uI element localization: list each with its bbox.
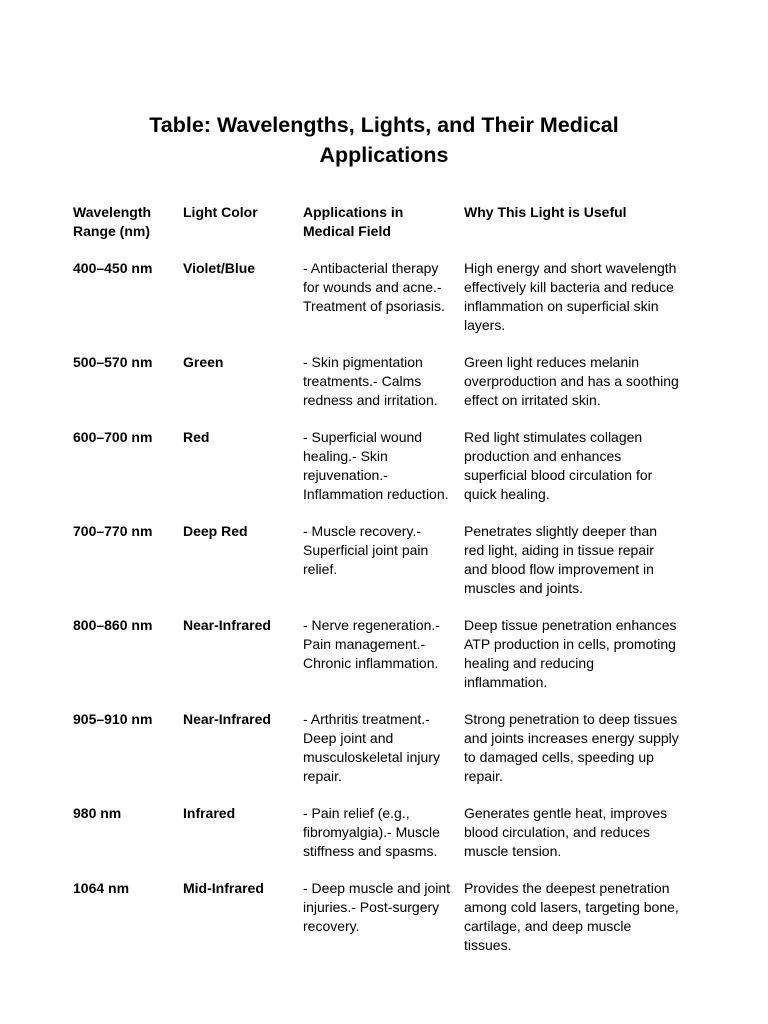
cell-wavelength: 800–860 nm: [73, 617, 153, 633]
table-header-row: [67, 197, 687, 253]
cell-applications: - Pain relief (e.g., fibromyalgia).- Muscle stiffness and spasms.: [303, 805, 440, 859]
header-why-useful: Why This Light is Useful: [464, 204, 627, 220]
cell-light-color: Red: [183, 429, 210, 445]
cell-light-color: Deep Red: [183, 523, 248, 539]
cell-wavelength: 500–570 nm: [73, 354, 153, 370]
cell-applications: - Antibacterial therapy for wounds and acne.- Treatment of psoriasis.: [303, 260, 445, 314]
cell-wavelength: 700–770 nm: [73, 523, 153, 539]
cell-why-useful: Penetrates slightly deeper than red light, aiding in tissue repair and blood flow improvement in muscles and joints.: [464, 523, 658, 596]
cell-applications: - Nerve regeneration.- Pain management.- Chronic inflammation.: [303, 617, 440, 671]
header-light-color: Light Color: [183, 204, 258, 220]
header-wavelength-range: Wavelength Range (nm): [73, 204, 152, 239]
cell-wavelength: 1064 nm: [73, 880, 130, 896]
cell-wavelength: 980 nm: [73, 805, 122, 821]
header-applications: Applications in Medical Field: [303, 204, 404, 239]
table-row: [67, 253, 687, 347]
cell-why-useful: Deep tissue penetration enhances ATP production in cells, promoting healing and reducing inflammation.: [464, 617, 677, 690]
table-header: [67, 197, 687, 253]
table-row: [67, 347, 687, 422]
cell-light-color: Near-Infrared: [183, 711, 271, 727]
cell-why-useful: Strong penetration to deep tissues and joints increases energy supply to damaged cells, speeding up repair.: [464, 711, 679, 784]
cell-light-color: Green: [183, 354, 224, 370]
cell-wavelength: 600–700 nm: [73, 429, 153, 445]
cell-why-useful: Generates gentle heat, improves blood circulation, and reduces muscle tension.: [464, 805, 668, 859]
cell-why-useful: High energy and short wavelength effectively kill bacteria and reduce inflammation on superficial skin layers.: [464, 260, 677, 333]
cell-applications: - Muscle recovery.- Superficial joint pain relief.: [303, 523, 429, 577]
cell-light-color: Violet/Blue: [183, 260, 256, 276]
wavelength-table: [67, 197, 687, 967]
cell-why-useful: Red light stimulates collagen production and enhances superficial blood circulation for quick healing.: [464, 429, 653, 502]
cell-why-useful: Green light reduces melanin overproduction and has a soothing effect on irritated skin.: [464, 354, 679, 408]
cell-wavelength: 905–910 nm: [73, 711, 153, 727]
cell-light-color: Near-Infrared: [183, 617, 271, 633]
cell-applications: - Skin pigmentation treatments.- Calms redness and irritation.: [303, 354, 438, 408]
table-row: [67, 516, 687, 610]
cell-light-color: Infrared: [183, 805, 236, 821]
table-row: [67, 422, 687, 516]
table-row: [67, 610, 687, 704]
table-body: [67, 253, 687, 967]
table-row: [67, 798, 687, 873]
cell-applications: - Superficial wound healing.- Skin rejuvenation.- Inflammation reduction.: [303, 429, 449, 502]
table-row: [67, 873, 687, 967]
table-row: [67, 704, 687, 798]
cell-applications: - Deep muscle and joint injuries.- Post-surgery recovery.: [303, 880, 451, 934]
cell-wavelength: 400–450 nm: [73, 260, 153, 276]
cell-light-color: Mid-Infrared: [183, 880, 264, 896]
cell-why-useful: Provides the deepest penetration among cold lasers, targeting bone, cartilage, and deep muscle tissues.: [464, 880, 679, 953]
page-title: Table: Wavelengths, Lights, and Their Medical Applications: [149, 113, 619, 167]
cell-applications: - Arthritis treatment.- Deep joint and musculoskeletal injury repair.: [303, 711, 440, 784]
